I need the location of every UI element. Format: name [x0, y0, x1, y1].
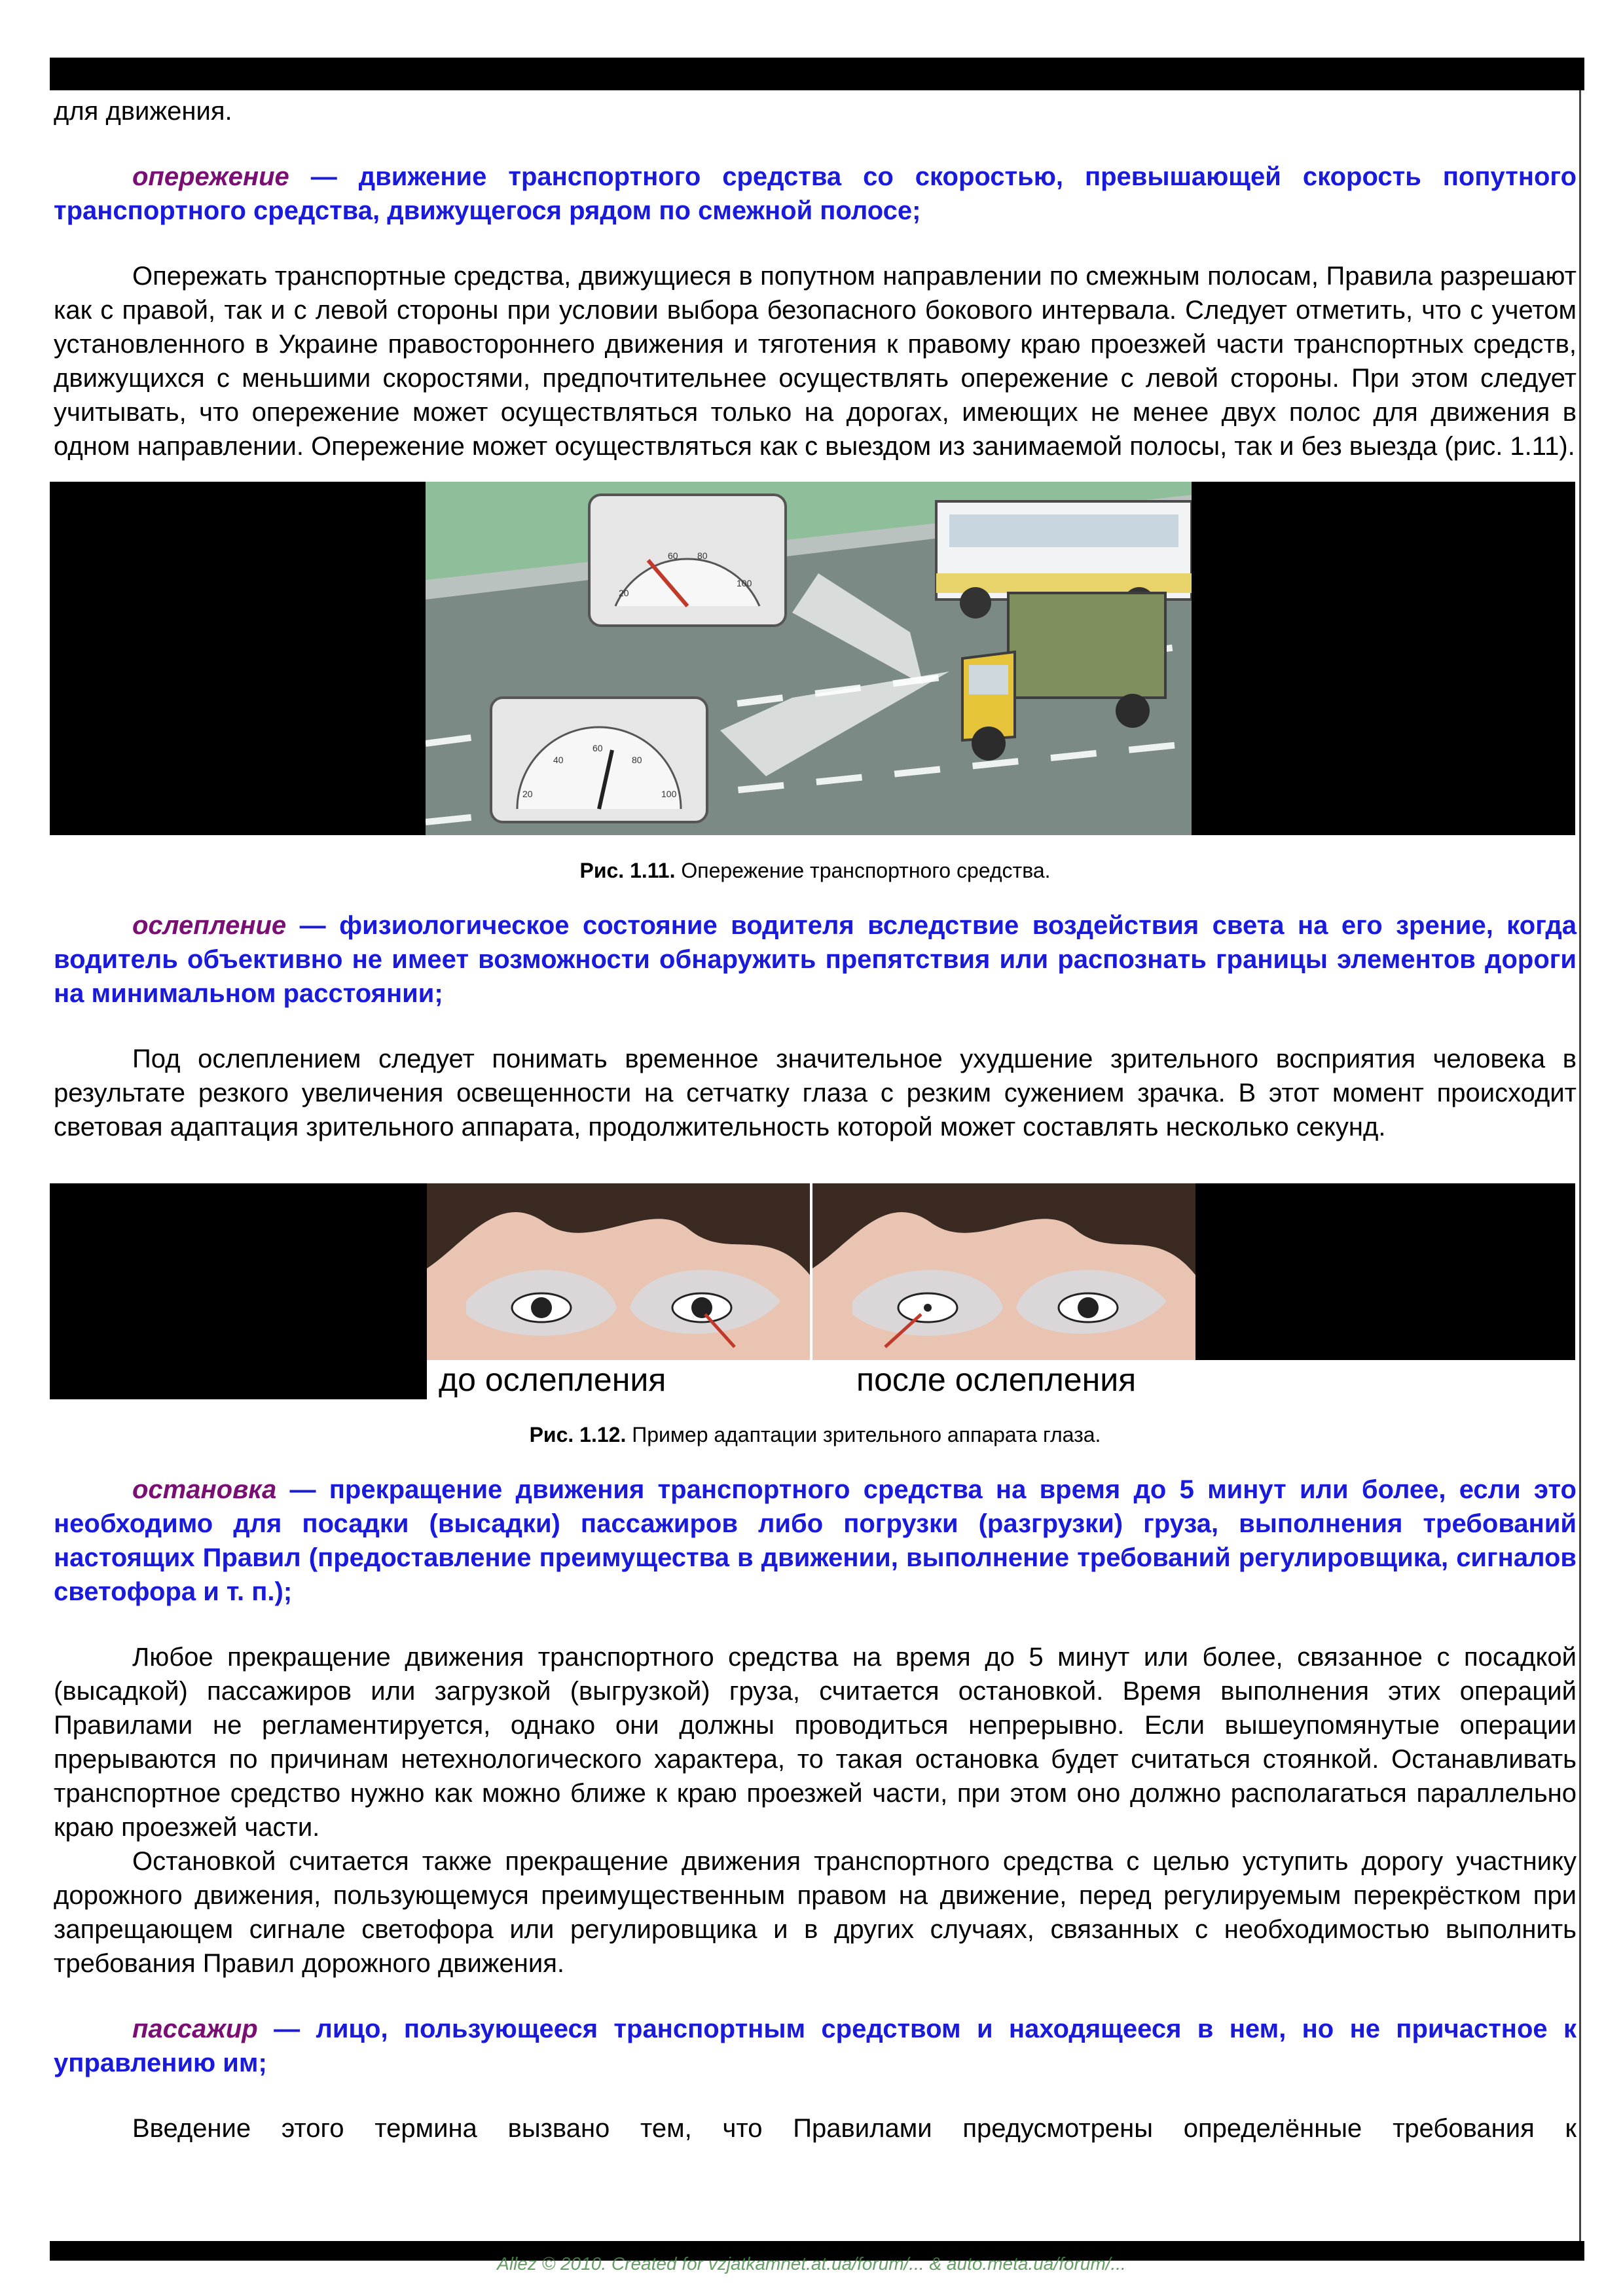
term-passenger: пассажир	[132, 2015, 258, 2043]
figure-caption-text: Опережение транспортного средства.	[675, 859, 1051, 882]
figure-left-black-block	[50, 1183, 427, 1399]
definition-passenger	[54, 2012, 1577, 2080]
svg-text:40: 40	[553, 755, 564, 765]
definition-passenger-text: — лицо, пользующееся транспортным средством и находящееся в нем, но не причастное к управлению им;	[54, 2015, 1577, 2077]
figure-overtaking	[50, 482, 1575, 835]
term-overtaking: опережение	[132, 162, 289, 191]
face-after-icon	[812, 1183, 1195, 1360]
term-glare: ослепление	[132, 911, 287, 940]
label-after-glare: после ослепления	[856, 1361, 1137, 1398]
right-border-line	[1579, 90, 1581, 2241]
overtaking-illustration	[426, 482, 1192, 835]
definition-overtaking-text: — движение транспортного средства со скоростью, превышающей скорость попутного транспортного средства, движущегося рядом по смежной полосе;	[54, 162, 1577, 225]
continuation-line: для движения.	[54, 97, 232, 126]
svg-text:80: 80	[697, 550, 708, 561]
svg-text:60: 60	[668, 550, 678, 561]
definition-stop-text: — прекращение движения транспортного средства на время до 5 минут или более, если это необходимо для посадки (высадки) пассажиров либо погрузки (разгрузки) груза, выполнения требований настоящих Правил (предоставление преимущества в движении, выполнение требований регулировщика, сигналов светофора и т. п.);	[54, 1475, 1577, 1606]
explanation-stop-2: Остановкой считается также прекращение движения транспортного средства с целью уступить дорогу участнику дорожного движения, пользующемуся преимущественным правом на движение, перед регулируемым перекрёстком при запрещающем сигнале светофора или регулировщика и в других случаях, связанных с необходимостью выполнить требования Правил дорожного движения.	[54, 1847, 1577, 1978]
footer-watermark: Allez © 2010. Created for vzjatkamnet.at.ua/forum/... & auto.meta.ua/forum/...	[497, 2253, 1126, 2274]
definition-glare-text: — физиологическое состояние водителя вследствие воздействия света на его зрение, когда водитель объективно не имеет возможности обнаружить препятствия или распознать границы элементов дороги на минимальном расстоянии;	[54, 911, 1577, 1008]
svg-text:100: 100	[661, 789, 677, 799]
figure-caption-1-12	[54, 1422, 1577, 1448]
document-page	[54, 90, 1577, 2145]
explanation-stop-1: Любое прекращение движения транспортного средства на время до 5 минут или более, связанное с посадкой (высадкой) пассажиров или загрузкой (выгрузкой) груза, считается остановкой. Время выполнения этих операций Правилами не регламентируется, однако они должны проводиться непрерывно. Если вышеупомянутые операции прерываются по причинам нетехнологического характера, то такая остановка будет считаться стоянкой. Останавливать транспортное средство нужно как можно ближе к краю проезжей части, при этом оно должно располагаться параллельно краю проезжей части.	[54, 1643, 1577, 1842]
figure-caption-label: Рис. 1.11.	[579, 859, 676, 882]
top-black-bar	[50, 58, 1584, 90]
term-stop: остановка	[132, 1475, 277, 1504]
explanation-passenger: Введение этого термина вызвано тем, что Правилами предусмотрены определённые требования к	[132, 2114, 1577, 2143]
figure-right-black-block	[1195, 1183, 1575, 1360]
figure-caption-1-11	[54, 857, 1577, 884]
svg-text:60: 60	[593, 743, 603, 753]
label-before-glare: до ослепления	[439, 1360, 679, 1399]
figure-caption-label: Рис. 1.12.	[529, 1423, 627, 1446]
explanation-overtaking: Опережать транспортные средства, движущиеся в попутном направлении по смежным полосам, Правила разрешают как с правой, так и с левой стороны при условии выбора безопасного бокового интервала. Следует отметить, что с учетом установленного в Украине правостороннего движения и тяготения к правому краю проезжей части транспортных средств, движущихся с меньшими скоростями, предпочтительнее осуществлять опережение с левой стороны. При этом следует учитывать, что опережение может осуществляться только на дорогах, имеющих не менее двух полос для движения в одном направлении. Опережение может осуществляться как с выездом из занимаемой полосы, так и без выезда (рис. 1.11).	[54, 262, 1577, 461]
svg-text:80: 80	[632, 755, 642, 765]
figure-caption-text: Пример адаптации зрительного аппарата глаза.	[626, 1423, 1101, 1446]
definition-overtaking	[54, 160, 1577, 228]
definition-stop	[54, 1473, 1577, 1609]
face-before-icon	[427, 1183, 810, 1360]
figure-glare	[50, 1183, 1575, 1399]
eyes-illustration	[427, 1183, 1195, 1360]
svg-text:20: 20	[619, 588, 629, 598]
explanation-glare: Под ослеплением следует понимать временное значительное ухудшение зрительного восприятия человека в результате резкого увеличения освещенности на сетчатку глаза с резким сужением зрачка. В этот момент происходит световая адаптация зрительного аппарата, продолжительность которой может составлять несколько секунд.	[54, 1045, 1577, 1141]
definition-glare	[54, 908, 1577, 1011]
svg-text:20: 20	[522, 789, 533, 799]
svg-text:100: 100	[737, 578, 752, 588]
